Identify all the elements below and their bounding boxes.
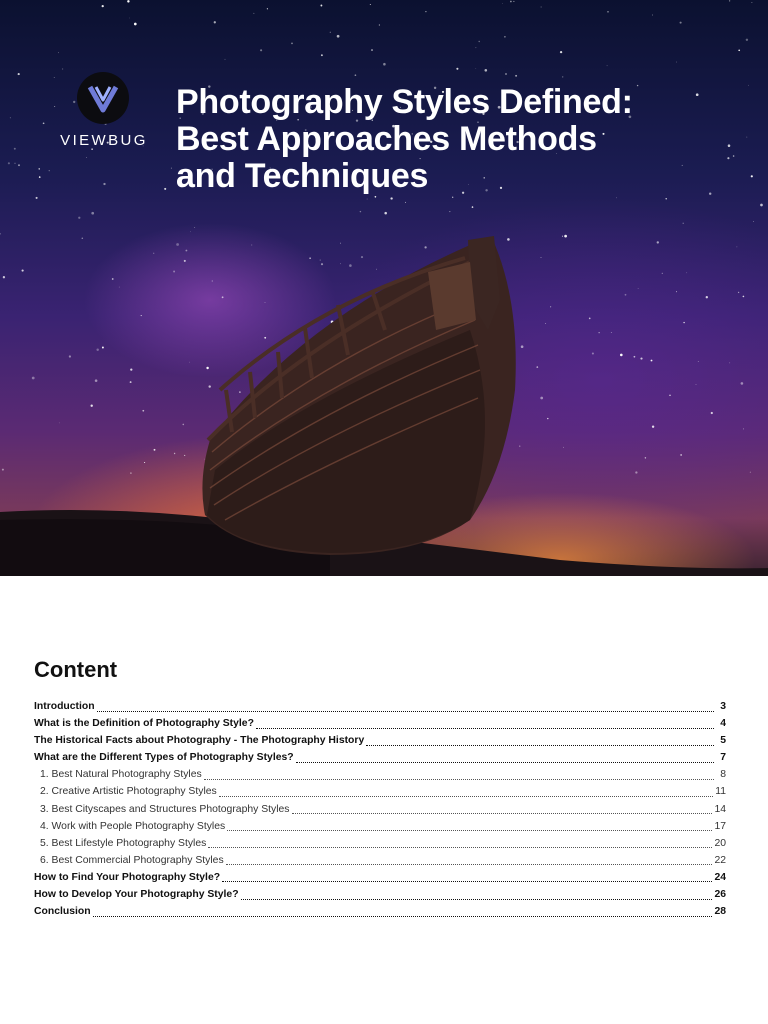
star — [36, 197, 38, 199]
toc-entry-natural[interactable] — [34, 766, 726, 783]
toc-entry-label: The Historical Facts about Photography - The Photography History — [34, 735, 365, 747]
star — [589, 318, 591, 320]
star — [698, 361, 699, 362]
star — [562, 76, 563, 77]
star — [173, 271, 175, 273]
star — [592, 352, 594, 354]
star — [379, 24, 380, 25]
star — [260, 49, 262, 51]
star — [367, 199, 368, 200]
star — [665, 198, 666, 199]
toc-leader-dots — [296, 753, 714, 763]
star — [711, 412, 713, 414]
toc-entry-conclusion[interactable] — [34, 903, 726, 920]
star — [563, 447, 564, 448]
star — [2, 469, 4, 471]
star — [676, 62, 677, 63]
toc-entry-develop-style[interactable] — [34, 886, 726, 903]
star — [371, 49, 373, 51]
star — [507, 238, 510, 241]
star — [194, 227, 195, 228]
star — [504, 36, 506, 38]
star — [746, 137, 747, 138]
star — [375, 196, 377, 198]
star — [750, 472, 751, 473]
star — [760, 204, 763, 207]
star — [144, 462, 145, 463]
star — [405, 202, 406, 203]
star — [39, 168, 40, 169]
star — [383, 63, 386, 66]
star — [390, 197, 392, 199]
star — [515, 75, 517, 77]
star — [456, 68, 458, 70]
toc-entry-label: 4. Work with People Photography Styles — [40, 820, 226, 832]
star — [103, 183, 105, 185]
toc-leader-dots — [292, 804, 713, 814]
star — [696, 384, 697, 385]
star — [541, 257, 542, 258]
toc-entry-label: 3. Best Cityscapes and Structures Photography Styles — [40, 803, 290, 815]
star — [18, 164, 20, 166]
star — [206, 367, 208, 369]
star — [141, 315, 142, 316]
star — [164, 188, 166, 190]
toc-entry-cityscapes[interactable] — [34, 801, 726, 818]
star — [683, 223, 684, 224]
star — [130, 381, 132, 383]
star — [78, 217, 80, 219]
star — [321, 263, 323, 265]
toc-page-number: 3 — [720, 701, 726, 712]
star — [652, 426, 654, 428]
star — [729, 362, 730, 363]
star — [485, 69, 488, 72]
star — [599, 332, 600, 333]
star — [676, 291, 677, 292]
star — [741, 382, 744, 385]
toc-entry-label: How to Develop Your Photography Style? — [34, 889, 239, 901]
star — [625, 294, 627, 296]
toc-page-number: 4 — [720, 718, 726, 730]
star — [746, 39, 748, 41]
star — [478, 41, 479, 42]
star — [337, 35, 340, 38]
star — [154, 449, 156, 451]
star — [635, 471, 637, 473]
star — [505, 73, 507, 75]
star — [321, 54, 323, 56]
star — [212, 281, 213, 282]
star — [476, 47, 477, 48]
toc-page-number: 28 — [714, 906, 726, 918]
star — [189, 362, 190, 363]
star — [15, 163, 16, 164]
toc-entry-label: What are the Different Types of Photography Styles? — [34, 752, 294, 764]
star — [142, 410, 144, 412]
star — [320, 260, 321, 261]
star — [222, 296, 224, 298]
star — [502, 3, 503, 4]
star — [607, 11, 609, 13]
star — [8, 162, 10, 164]
toc-leader-dots — [208, 838, 712, 848]
star — [541, 7, 542, 8]
toc-entry-label: 5. Best Lifestyle Photography Styles — [40, 837, 207, 849]
star — [513, 1, 514, 2]
star — [349, 264, 352, 267]
star — [239, 391, 241, 393]
star — [91, 405, 93, 407]
star — [540, 397, 543, 400]
star — [59, 423, 60, 424]
star — [10, 117, 11, 118]
star — [254, 13, 255, 14]
toc-entry-find-style[interactable] — [34, 869, 726, 886]
toc-entry-lifestyle[interactable] — [34, 835, 726, 852]
toc-page-number: 20 — [714, 837, 726, 849]
star — [176, 243, 179, 246]
star — [748, 85, 749, 86]
star — [376, 269, 377, 270]
toc-entry-label: Introduction — [34, 701, 95, 712]
star — [102, 5, 104, 7]
viewbug-logo — [56, 72, 152, 152]
star — [129, 18, 130, 19]
star — [743, 428, 744, 429]
star — [424, 246, 426, 248]
star — [225, 59, 226, 60]
toc-entry-label: 6. Best Commercial Photography Styles — [40, 854, 224, 866]
toc-leader-dots — [204, 770, 714, 780]
star — [127, 0, 129, 2]
star — [355, 74, 357, 76]
table-of-contents — [34, 698, 726, 920]
toc-page-number: 14 — [714, 803, 726, 815]
star — [265, 302, 266, 303]
star — [62, 69, 63, 70]
star — [550, 306, 551, 307]
star — [14, 148, 16, 150]
star — [184, 260, 186, 262]
star — [370, 4, 371, 5]
star — [264, 337, 266, 339]
star — [320, 5, 322, 7]
toc-entry-label: 1. Best Natural Photography Styles — [40, 769, 202, 781]
star — [267, 8, 268, 9]
star — [130, 472, 132, 474]
logo-wordmark: VIEWBUG — [60, 132, 148, 149]
star — [706, 296, 708, 298]
title-line-1: Photography Styles Defined: — [176, 83, 633, 121]
star — [638, 288, 639, 289]
star — [519, 446, 520, 447]
title-line-3: and Techniques — [176, 157, 429, 195]
star — [0, 233, 1, 235]
star — [330, 32, 331, 33]
toc-entry-history[interactable] — [34, 732, 726, 749]
star — [560, 51, 562, 53]
toc-leader-dots — [366, 736, 714, 746]
toc-page-number: 7 — [720, 752, 726, 764]
star — [54, 77, 55, 78]
star — [309, 258, 310, 259]
star — [657, 241, 659, 243]
star — [669, 395, 670, 396]
star — [153, 253, 154, 254]
star — [683, 322, 684, 323]
star — [49, 170, 50, 171]
star — [616, 197, 617, 198]
star — [130, 368, 132, 370]
star — [686, 272, 687, 273]
star — [32, 377, 35, 380]
viewbug-v-logo-icon — [77, 72, 129, 124]
star — [69, 355, 71, 357]
star — [536, 366, 538, 368]
star — [95, 379, 98, 382]
star — [86, 157, 87, 158]
toc-page-number: 8 — [720, 769, 726, 781]
star — [214, 21, 216, 23]
star — [652, 15, 653, 16]
star — [640, 358, 642, 360]
star — [134, 23, 137, 26]
toc-leader-dots — [241, 890, 713, 900]
contents-heading: Content — [34, 657, 118, 682]
star — [204, 459, 205, 460]
toc-entry-introduction[interactable] — [34, 698, 726, 715]
star — [184, 455, 185, 456]
document-title — [176, 84, 736, 195]
star — [472, 206, 474, 208]
star — [171, 168, 172, 169]
toc-page-number: 5 — [720, 735, 726, 747]
toc-entry-types[interactable] — [34, 749, 726, 766]
toc-page-number: 11 — [715, 786, 726, 798]
star — [3, 276, 5, 278]
star — [611, 332, 612, 333]
star — [182, 424, 184, 426]
star — [564, 235, 567, 238]
star — [291, 43, 293, 45]
toc-page-number: 17 — [714, 820, 726, 832]
star — [634, 356, 636, 358]
star — [738, 292, 739, 293]
toc-entry-definition[interactable] — [34, 715, 726, 732]
star — [96, 348, 98, 350]
star — [547, 418, 548, 419]
star — [680, 454, 681, 455]
star — [738, 49, 740, 51]
star — [620, 354, 623, 357]
star — [119, 287, 120, 288]
star — [209, 385, 211, 387]
toc-leader-dots — [256, 719, 714, 729]
star — [562, 236, 563, 237]
star — [340, 243, 341, 244]
star — [384, 212, 387, 215]
star — [607, 65, 608, 66]
star — [753, 221, 754, 222]
star — [450, 211, 451, 212]
star — [360, 211, 361, 212]
toc-leader-dots — [226, 855, 713, 865]
toc-leader-dots — [227, 821, 712, 831]
star — [251, 245, 252, 246]
star — [18, 73, 20, 75]
toc-leader-dots — [93, 907, 713, 917]
star — [475, 68, 476, 69]
star — [361, 256, 363, 258]
star — [662, 273, 663, 274]
title-line-2: Best Approaches Methods — [176, 120, 597, 158]
star — [743, 296, 745, 298]
toc-leader-dots — [222, 872, 712, 882]
toc-entry-label: What is the Definition of Photography Style? — [34, 718, 254, 730]
star — [58, 52, 59, 53]
star — [545, 323, 546, 324]
star — [340, 263, 341, 264]
star — [651, 360, 653, 362]
toc-page-number: 24 — [714, 871, 726, 883]
toc-leader-dots — [219, 787, 713, 797]
star — [737, 247, 738, 248]
star — [185, 250, 187, 252]
star — [751, 175, 753, 177]
toc-page-number: 22 — [714, 854, 726, 866]
star — [82, 238, 84, 240]
star — [510, 1, 512, 3]
star — [22, 270, 24, 272]
star — [39, 176, 41, 178]
star — [729, 0, 730, 1]
star — [645, 457, 646, 458]
toc-leader-dots — [97, 702, 714, 712]
star — [452, 197, 453, 198]
toc-entry-label: How to Find Your Photography Style? — [34, 871, 221, 883]
star — [680, 22, 682, 24]
star — [751, 2, 752, 3]
toc-entry-artistic[interactable] — [34, 783, 726, 800]
star — [174, 453, 175, 454]
toc-entry-people[interactable] — [34, 818, 726, 835]
star — [91, 212, 94, 215]
star — [112, 278, 114, 280]
star — [425, 11, 426, 12]
star — [43, 122, 45, 124]
star — [190, 231, 191, 232]
toc-entry-commercial[interactable] — [34, 852, 726, 869]
toc-entry-label: 2. Creative Artistic Photography Styles — [40, 786, 217, 798]
toc-entry-label: Conclusion — [34, 906, 91, 918]
toc-page-number: 26 — [714, 889, 726, 901]
star — [521, 345, 524, 348]
star — [102, 347, 104, 349]
